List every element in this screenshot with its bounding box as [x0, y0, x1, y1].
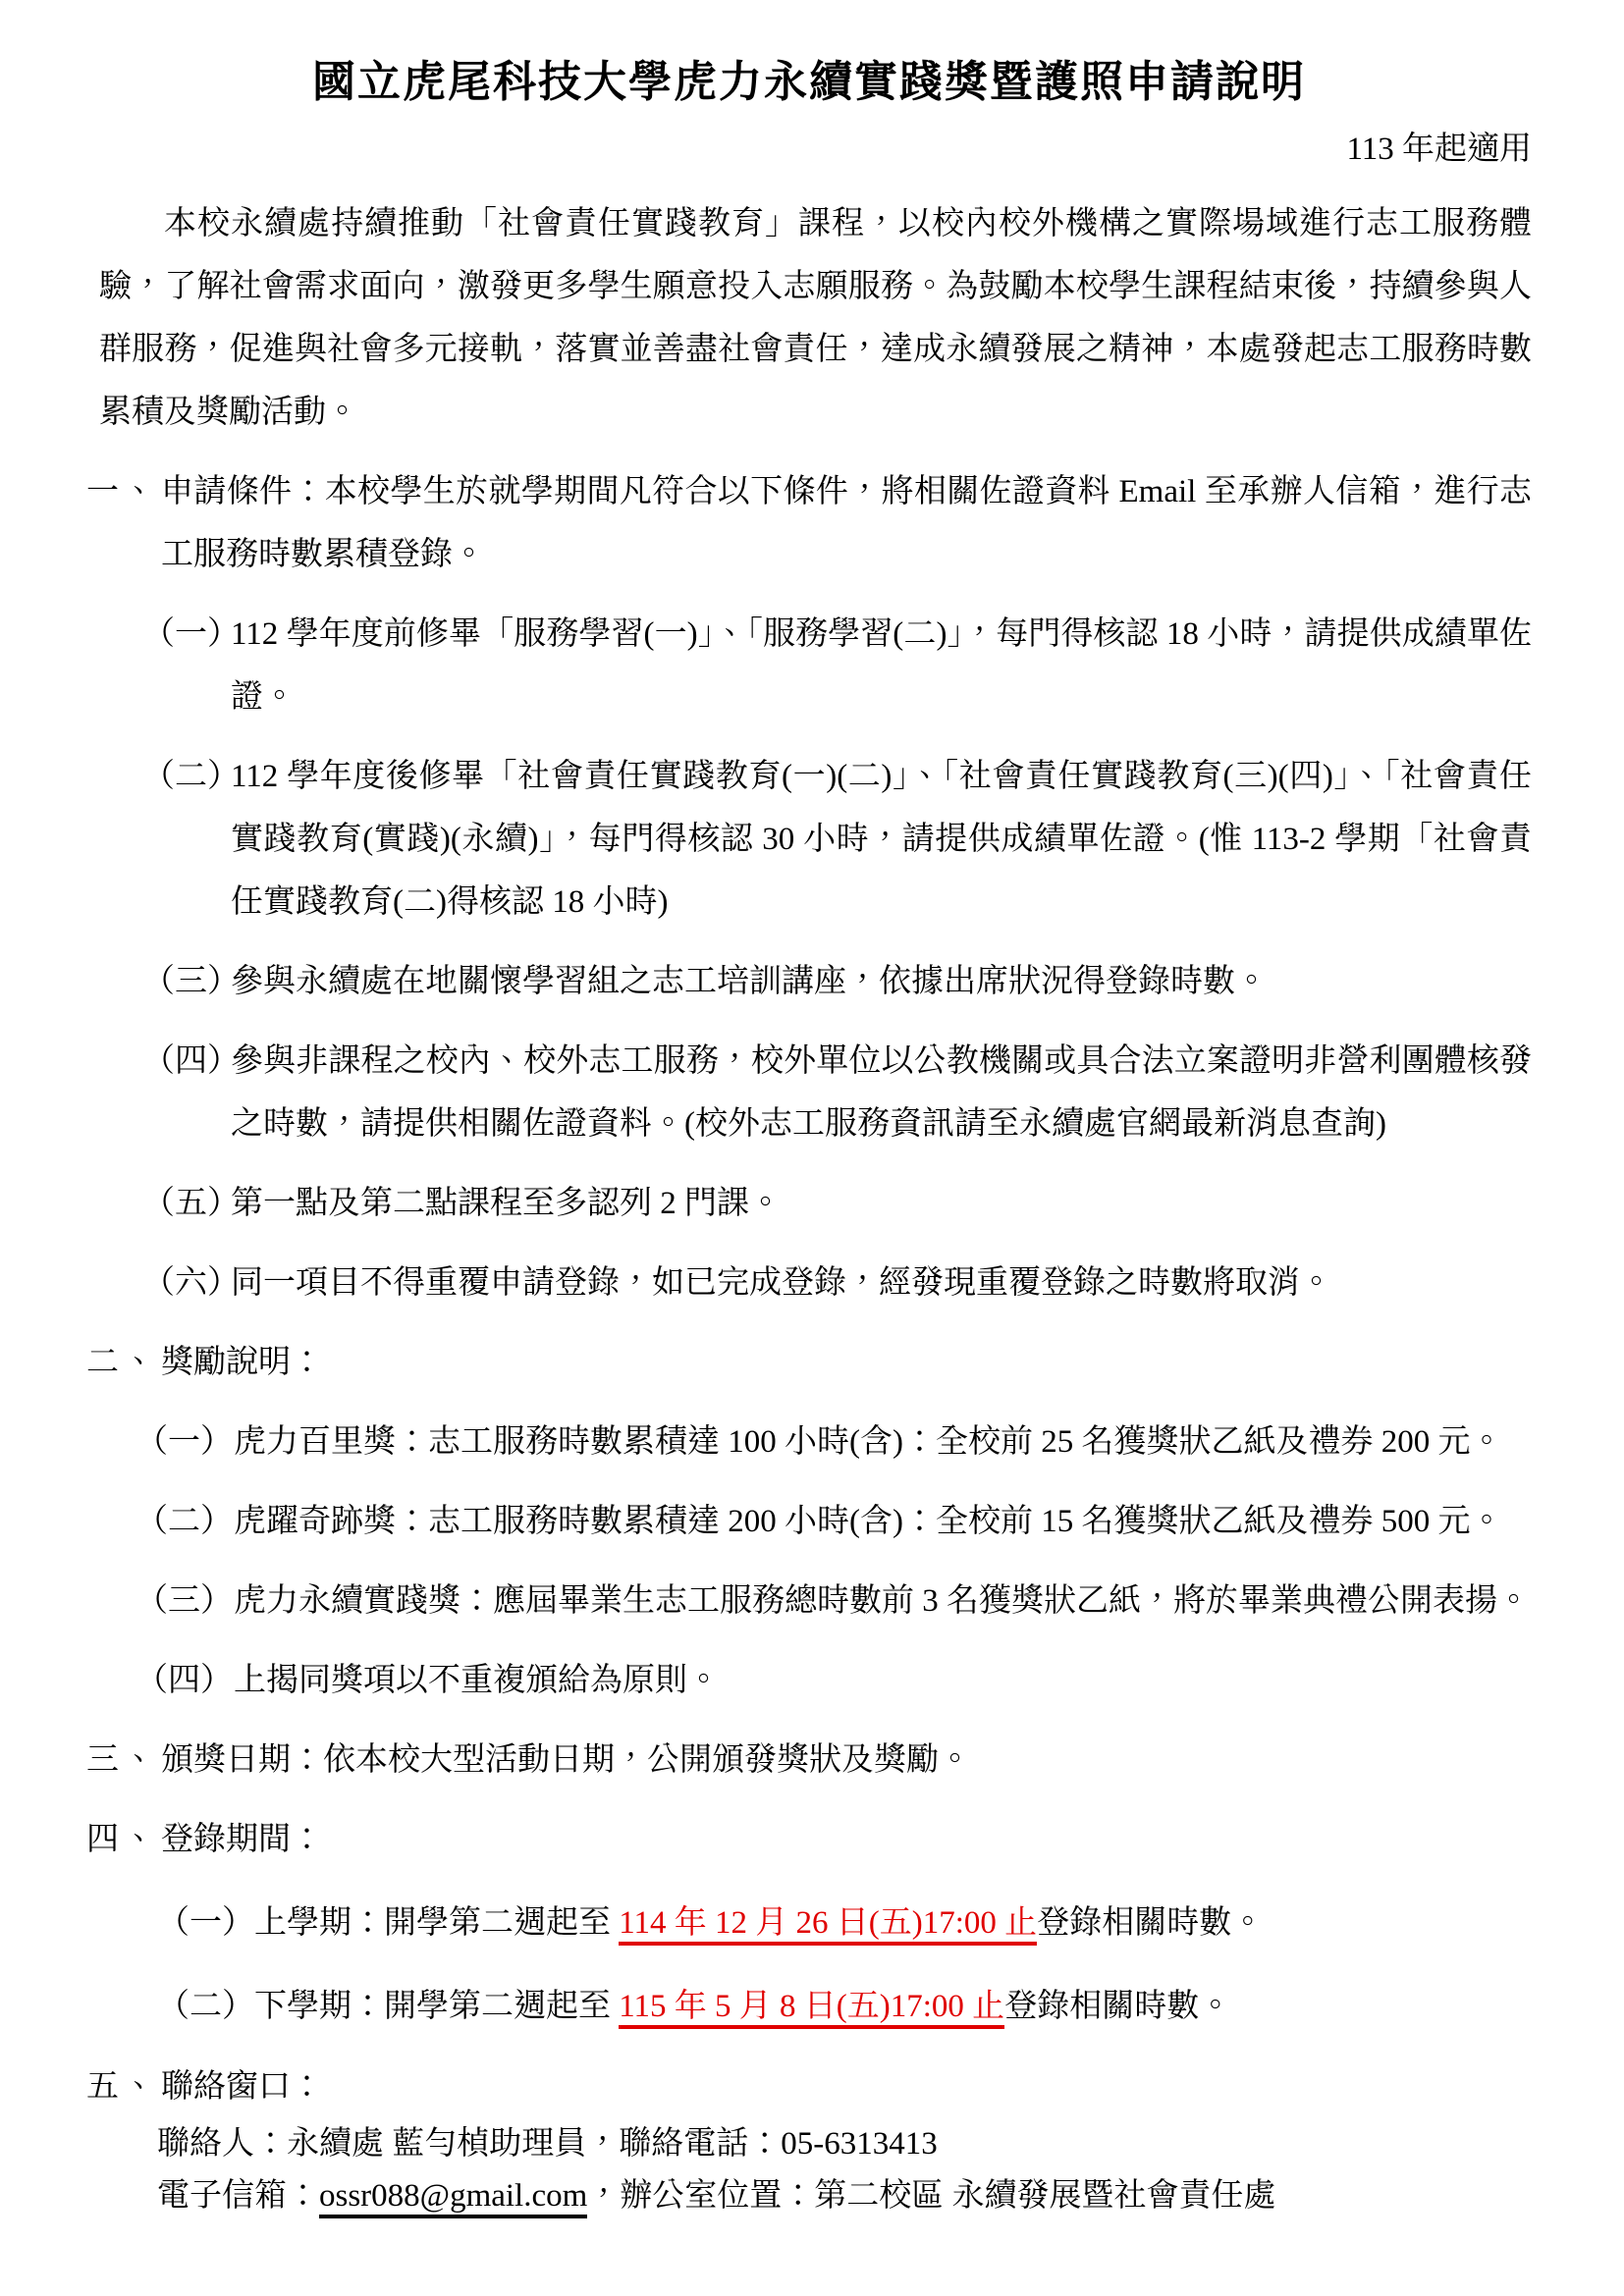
- email-tail: ，辦公室位置：第二校區 永續發展暨社會責任處: [587, 2178, 1276, 2214]
- item-marker: （二）: [135, 1504, 233, 1539]
- item-marker: （五）: [142, 1186, 240, 1221]
- item-marker: （四）: [142, 1043, 240, 1079]
- section-1-title: 申請條件：本校學生於就學期間凡符合以下條件，將相關佐證資料 Email 至承辦人信箱，進行志工服務時數累積登錄。: [161, 474, 1532, 572]
- item-text: 112 學年度後修畢「社會責任實踐教育(一)(二)」、「社會責任實踐教育(三)(四)」、「社會責任實踐教育(實踐)(永續)」，每門得核認 30 小時，請提供成績單佐證。(惟 113-2 學期「社會責任實踐教育(二)得核認 18 小時): [231, 759, 1532, 920]
- section-1-heading: [86, 460, 1532, 586]
- section-2-marker: 二、: [86, 1345, 159, 1380]
- section-1-item-3: [142, 950, 1532, 1013]
- item-text: 虎力百里獎：志工服務時數累積達 100 小時(含)：全校前 25 名獲獎狀乙紙及禮券 200 元。: [234, 1424, 1503, 1460]
- item-text: 參與非課程之校內、校外志工服務，校外單位以公教機關或具合法立案證明非營利團體核發之時數，請提供相關佐證資料。(校外志工服務資訊請至永續處官網最新消息查詢): [231, 1043, 1532, 1142]
- section-2-item-1: [135, 1411, 1532, 1473]
- item-text: 上揭同獎項以不重複頒給為原則。: [234, 1663, 720, 1698]
- item-text-suffix: 登錄相關時數。: [1037, 1905, 1265, 1941]
- item-marker: （三）: [142, 964, 240, 999]
- section-4-heading: [86, 1808, 1532, 1871]
- item-marker: （一）: [142, 616, 240, 652]
- item-marker: （一）: [157, 1905, 254, 1941]
- item-text-prefix: 下學期：開學第二週起至: [254, 1989, 620, 2024]
- section-4-item-1: [157, 1892, 1532, 1954]
- section-3-heading: [86, 1729, 1532, 1791]
- item-text: 第一點及第二點課程至多認列 2 門課。: [231, 1186, 782, 1221]
- intro-paragraph: 本校永續處持續推動「社會責任實踐教育」課程，以校內校外機構之實際場域進行志工服務體驗，了解社會需求面向，激發更多學生願意投入志願服務。為鼓勵本校學生課程結束後，持續參與人群服務，促進與社會多元接軌，落實並善盡社會責任，達成永續發展之精神，本處發起志工服務時數累積及獎勵活動。: [99, 206, 1532, 430]
- item-text: 虎力永續實踐獎：應屆畢業生志工服務總時數前 3 名獲獎狀乙紙，將於畢業典禮公開表揚。: [234, 1583, 1530, 1619]
- email-link[interactable]: ossr088@gmail.com: [319, 2178, 587, 2218]
- section-2-heading: [86, 1331, 1532, 1394]
- item-marker: （三）: [135, 1583, 233, 1619]
- item-text: 虎躍奇跡獎：志工服務時數累積達 200 小時(含)：全校前 15 名獲獎狀乙紙及禮券 500 元。: [234, 1504, 1503, 1539]
- item-text: 112 學年度前修畢「服務學習(一)」、「服務學習(二)」，每門得核認 18 小時，請提供成績單佐證。: [231, 616, 1532, 715]
- section-4-marker: 四、: [86, 1822, 159, 1857]
- section-2-item-4: [135, 1649, 1532, 1712]
- section-1-item-6: [142, 1252, 1532, 1314]
- item-text-suffix: 登錄相關時數。: [1004, 1989, 1232, 2024]
- item-text-prefix: 上學期：開學第二週起至: [254, 1905, 620, 1941]
- item-text: 參與永續處在地關懷學習組之志工培訓講座，依據出席狀況得登錄時數。: [231, 964, 1268, 999]
- section-5-title: 聯絡窗口：: [161, 2069, 323, 2105]
- item-marker: （二）: [142, 759, 240, 794]
- section-5-marker: 五、: [86, 2069, 159, 2105]
- item-marker: （四）: [135, 1663, 233, 1698]
- section-4-title: 登錄期間：: [161, 1822, 323, 1857]
- section-2-item-3: [135, 1570, 1532, 1632]
- section-5-heading: [86, 2056, 1532, 2118]
- section-2-item-2: [135, 1490, 1532, 1553]
- document-title: 國立虎尾科技大學虎力永續實踐獎暨護照申請說明: [312, 58, 1306, 106]
- section-2-title: 獎勵說明：: [161, 1345, 323, 1380]
- email-label: 電子信箱：: [157, 2178, 319, 2214]
- item-marker: （一）: [135, 1424, 233, 1460]
- spring-semester-deadline: 115 年 5 月 8 日(五)17:00 止: [619, 1989, 1004, 2029]
- item-marker: （二）: [157, 1989, 254, 2024]
- section-1-item-5: [142, 1172, 1532, 1235]
- section-1-marker: 一、: [86, 474, 159, 509]
- contact-person-line: 聯絡人：永續處 藍勻楨助理員，聯絡電話：05-6313413: [157, 2126, 938, 2162]
- effective-note: 113 年起適用: [1346, 132, 1532, 167]
- section-3-marker: 三、: [86, 1742, 159, 1778]
- section-1-item-1: [142, 603, 1532, 728]
- item-marker: （六）: [142, 1265, 240, 1301]
- section-1-item-2: [142, 745, 1532, 934]
- item-text: 同一項目不得重覆申請登錄，如已完成登錄，經發現重覆登錄之時數將取消。: [231, 1265, 1332, 1301]
- contact-email-line: [157, 2170, 1532, 2222]
- section-4-item-2: [157, 1975, 1532, 2038]
- section-3-title: 頒獎日期：依本校大型活動日期，公開頒發獎狀及獎勵。: [161, 1742, 971, 1778]
- section-1-item-4: [142, 1030, 1532, 1155]
- fall-semester-deadline: 114 年 12 月 26 日(五)17:00 止: [619, 1905, 1037, 1946]
